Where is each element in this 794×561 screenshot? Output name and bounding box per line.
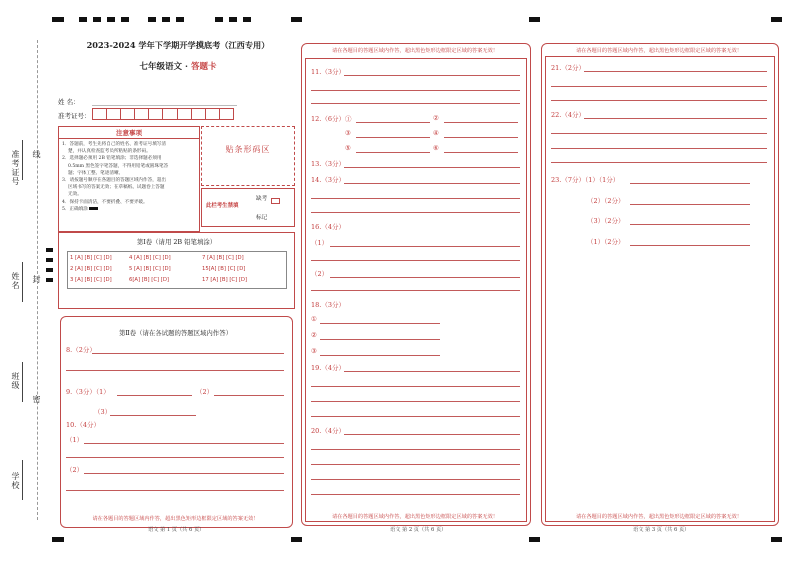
answer-line[interactable] <box>356 137 430 138</box>
answer-line[interactable] <box>320 323 440 324</box>
positioning-mark <box>215 17 223 22</box>
positioning-mark <box>529 17 540 22</box>
absent-label: 此栏考生禁填 <box>206 203 239 209</box>
name-label: 姓 名： <box>58 98 80 106</box>
q8-label: 8.（2分） <box>66 346 96 354</box>
side-label-class: 班级 <box>11 372 20 390</box>
q12-blank-label: ③ <box>345 129 351 137</box>
side-line <box>22 460 23 500</box>
id-boxes[interactable] <box>92 108 234 120</box>
q23-sub-label: （3）（2分） <box>587 217 625 225</box>
answer-line[interactable] <box>66 370 284 371</box>
q23-sub-label: （1）（2分） <box>587 238 625 246</box>
answer-line[interactable] <box>311 449 520 450</box>
answer-line[interactable] <box>214 395 284 396</box>
answer-line[interactable] <box>356 122 430 123</box>
side-label-name: 姓名 <box>11 272 20 290</box>
positioning-mark <box>46 258 53 262</box>
boundary-warning: 请在各题目的答题区域内作答，超出黑色矩形边框限定区域的答案无效！ <box>331 48 498 54</box>
answer-line[interactable] <box>311 212 520 213</box>
q21-label: 21.（2分） <box>551 64 585 72</box>
notice-item: 题；字体工整、笔迹清晰。 <box>68 170 124 176</box>
positioning-mark <box>52 537 64 542</box>
q9-sub-label: （2） <box>196 388 214 396</box>
answer-line[interactable] <box>320 355 440 356</box>
q9-sub-label: （3） <box>94 408 112 416</box>
q12-blank-label: ⑤ <box>345 144 351 152</box>
positioning-mark <box>291 537 302 542</box>
q16-label: 16.（4分） <box>311 223 345 231</box>
positioning-mark <box>771 17 782 22</box>
exam-title: 2023-2024 学年下学期开学摸底考（江西专用） <box>86 40 270 50</box>
answer-line[interactable] <box>444 122 518 123</box>
positioning-mark <box>93 17 101 22</box>
subject-label: 七年级语文 <box>139 62 183 72</box>
positioning-mark <box>46 268 53 272</box>
positioning-mark <box>148 17 156 22</box>
mc-option[interactable]: 15[A] [B] [C] [D] <box>202 266 246 272</box>
q12-blank-label: ④ <box>433 129 439 137</box>
barcode-label: 贴条形码区 <box>225 145 271 154</box>
answer-line[interactable] <box>551 100 767 101</box>
answer-line[interactable] <box>311 494 520 495</box>
answer-line[interactable] <box>330 277 520 278</box>
part2-title: 第Ⅱ卷（请在各试题的答题区域内作答） <box>119 329 232 337</box>
name-field[interactable] <box>92 105 237 106</box>
positioning-mark <box>46 248 53 252</box>
q22-label: 22.（4分） <box>551 111 585 119</box>
q13-label: 13.（3分） <box>311 160 345 168</box>
mc-option[interactable]: 1 [A] [B] [C] [D] <box>70 255 112 261</box>
side-line <box>22 262 23 302</box>
q9-label: 9.（3分）（1） <box>66 388 110 396</box>
notice-item: 0.5mm 黑色签字笔答题，不得用铅笔或圆珠笔答 <box>68 163 169 169</box>
page-footer: 语文 第 1 页（共 6 页） <box>148 527 205 533</box>
boundary-warning: 请在各题目的答题区域内作答，超出黑色矩形边框限定区域的答案无效！ <box>575 48 742 54</box>
answer-line[interactable] <box>344 167 520 168</box>
answer-line[interactable] <box>311 90 520 91</box>
positioning-mark <box>291 17 302 22</box>
answer-line[interactable] <box>311 103 520 104</box>
answer-line[interactable] <box>311 416 520 417</box>
answer-line[interactable] <box>444 137 518 138</box>
positioning-mark <box>107 17 115 22</box>
side-line <box>22 362 23 402</box>
mc-option[interactable]: 2 [A] [B] [C] [D] <box>70 266 112 272</box>
answer-line[interactable] <box>630 245 750 246</box>
q18-sub-label: ① <box>311 315 317 323</box>
q18-sub-label: ② <box>311 331 317 339</box>
q23-label: 23.（7分）（1）（1分） <box>551 176 620 184</box>
q18-label: 18.（3分） <box>311 301 345 309</box>
answer-line[interactable] <box>344 183 520 184</box>
page-footer: 语文 第 3 页（共 6 页） <box>633 527 690 533</box>
answer-line[interactable] <box>630 204 750 205</box>
answer-area <box>545 56 775 522</box>
card-title: 七年级语文 · 答题卡 <box>139 62 217 72</box>
positioning-mark <box>162 17 170 22</box>
q14-label: 14.（3分） <box>311 176 345 184</box>
cut-line-label: 密 <box>32 395 41 404</box>
notice-item: 4．保持卡面清洁，不要折叠、不要弄破。 <box>62 199 148 205</box>
q12-blank-label: ② <box>433 114 439 122</box>
q12-blank-label: ⑥ <box>433 144 439 152</box>
notice-box <box>58 126 200 232</box>
answer-line[interactable] <box>311 401 520 402</box>
mc-option[interactable]: 4 [A] [B] [C] [D] <box>129 255 171 261</box>
answer-line[interactable] <box>320 339 440 340</box>
answer-line[interactable] <box>356 152 430 153</box>
mc-option[interactable]: 5 [A] [B] [C] [D] <box>129 266 171 272</box>
answer-line[interactable] <box>444 152 518 153</box>
part1-title: 第Ⅰ卷（请用 2B 铅笔填涂） <box>136 238 217 246</box>
answer-line[interactable] <box>84 473 284 474</box>
notice-item: 区域书写的答案无效；在草稿纸、试题卷上答题 <box>68 185 165 191</box>
positioning-mark <box>771 537 782 542</box>
absent-box <box>201 188 295 227</box>
q18-sub-label: ③ <box>311 347 317 355</box>
answer-line[interactable] <box>551 162 767 163</box>
q10-sub-label: （2） <box>66 466 84 474</box>
positioning-mark <box>121 17 129 22</box>
answer-line[interactable] <box>330 246 520 247</box>
answer-line[interactable] <box>311 290 520 291</box>
answer-line[interactable] <box>92 353 284 354</box>
notice-item: 5．正确填涂 <box>62 206 88 212</box>
answer-line[interactable] <box>84 443 284 444</box>
positioning-mark <box>46 278 53 282</box>
q19-label: 19.（4分） <box>311 364 345 372</box>
notice-item: 无效。 <box>68 192 82 198</box>
q20-label: 20.（4分） <box>311 427 345 435</box>
answer-line[interactable] <box>630 224 750 225</box>
cut-line-label: 封 <box>32 275 41 284</box>
cut-line-label: 线 <box>32 150 41 159</box>
answer-line[interactable] <box>584 118 767 119</box>
absent-checkbox[interactable] <box>271 198 280 204</box>
positioning-mark <box>52 17 64 22</box>
q10-sub-label: （1） <box>66 436 84 444</box>
side-label-school: 学校 <box>11 472 20 490</box>
notice-title: 注意事项 <box>59 127 199 139</box>
card-type-label: 答题卡 <box>190 62 217 72</box>
q10-label: 10.（4分） <box>66 421 100 429</box>
absent-tick-label: 缺考 <box>256 196 268 202</box>
answer-line[interactable] <box>311 386 520 387</box>
q12-label: 12.（6分）① <box>311 115 352 123</box>
answer-line[interactable] <box>344 434 520 435</box>
answer-line[interactable] <box>584 71 767 72</box>
id-label: 准考证号： <box>58 112 91 120</box>
q16-sub-label: （2） <box>311 270 329 278</box>
notice-item: 1．答题前，考生先将自己的姓名、准考证号填写清 <box>62 142 166 147</box>
positioning-mark <box>176 17 184 22</box>
mc-option[interactable]: 17 [A] [B] [C] [D] <box>202 277 248 283</box>
positioning-mark <box>243 17 251 22</box>
mc-option[interactable]: 3 [A] [B] [C] [D] <box>70 277 112 283</box>
side-line <box>22 140 23 180</box>
boundary-warning: 请在各题目的答题区域内作答，超出黑色矩形边框限定区域的答案无效！ <box>575 514 742 520</box>
answer-line[interactable] <box>311 464 520 465</box>
side-label-id: 准考证号 <box>11 150 20 186</box>
notice-item: 2．选择题必须用 2B 铅笔填涂；非选择题必须用 <box>62 156 162 162</box>
part1-box <box>58 232 295 309</box>
notice-item: 楚，并认真检查监考员所粘贴的条形码。 <box>68 149 151 155</box>
absent-tick-label: 标记 <box>256 215 268 221</box>
answer-line[interactable] <box>117 395 192 396</box>
q11-label: 11.（3分） <box>311 68 345 76</box>
positioning-mark <box>229 17 237 22</box>
positioning-mark <box>79 17 87 22</box>
answer-line[interactable] <box>311 198 520 199</box>
page-footer: 语文 第 2 页（共 6 页） <box>390 527 447 533</box>
answer-line[interactable] <box>630 183 750 184</box>
mc-option[interactable]: 6[A] [B] [C] [D] <box>129 277 169 283</box>
answer-line[interactable] <box>344 75 520 76</box>
fill-sample-icon <box>89 207 98 210</box>
answer-line[interactable] <box>66 490 284 491</box>
boundary-warning: 请在各题目的答题区域内作答，超出黑色矩形边框限定区域的答案无效！ <box>331 514 498 520</box>
mc-option[interactable]: 7 [A] [B] [C] [D] <box>202 255 244 261</box>
answer-line[interactable] <box>551 133 767 134</box>
positioning-mark <box>529 537 540 542</box>
notice-item: 3．请按题号顺序在各题目的答题区域内作答，超出 <box>62 178 166 184</box>
barcode-area <box>201 126 295 186</box>
answer-line[interactable] <box>344 371 520 372</box>
boundary-warning: 请在各题目的答题区域内作答，超出黑色矩形边框限定区域的答案无效！ <box>92 516 259 522</box>
q23-sub-label: （2）（2分） <box>587 197 625 205</box>
answer-line[interactable] <box>66 457 284 458</box>
answer-line[interactable] <box>311 479 520 480</box>
answer-line[interactable] <box>311 260 520 261</box>
q16-sub-label: （1） <box>311 239 329 247</box>
answer-line[interactable] <box>551 148 767 149</box>
answer-line[interactable] <box>551 86 767 87</box>
answer-line[interactable] <box>110 415 196 416</box>
